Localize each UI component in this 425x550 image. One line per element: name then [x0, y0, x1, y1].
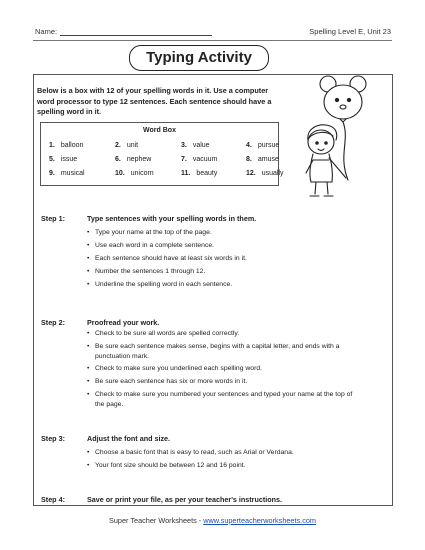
step-1-bullet: • Number the sentences 1 through 12.: [95, 267, 355, 277]
step-3-bullet: • Choose a basic font that is easy to read, such as Arial or Verdana.: [95, 448, 355, 458]
word-item: 6. nephew: [115, 156, 152, 163]
step-2-label: Step 2:: [41, 318, 65, 327]
footer-text: Super Teacher Worksheets -: [109, 516, 204, 525]
step-1-title: Type sentences with your spelling words in them.: [87, 214, 257, 223]
step-3-label: Step 3:: [41, 434, 65, 443]
word-item: 1. balloon: [49, 142, 84, 149]
step-1-bullet: • Type your name at the top of the page.: [95, 228, 355, 238]
word-item: 2. unit: [115, 142, 139, 149]
step-2-bullet: • Be sure each sentence has six or more words in it.: [95, 377, 355, 387]
step-2-title: Proofread your work.: [87, 318, 160, 327]
word-box: [40, 122, 284, 186]
word-item: 3. value: [181, 142, 210, 149]
header-divider: [33, 40, 392, 41]
word-item: 11. beauty: [181, 170, 218, 177]
step-2-bullet: • Be sure each sentence makes sense, begins with a capital letter, and ends with a punctuation mark.: [95, 342, 355, 361]
step-3-title: Adjust the font and size.: [87, 434, 171, 443]
name-blank-line: [60, 28, 212, 36]
step-1-bullet: • Use each word in a complete sentence.: [95, 241, 355, 251]
step-3-bullet: • Your font size should be between 12 and 16 point.: [95, 461, 355, 471]
word-item: 4. pursue: [246, 142, 280, 149]
step-2-bullet: • Check to make sure you underlined each spelling word.: [95, 364, 355, 374]
step-1-bullet: • Each sentence should have at least six words in it.: [95, 254, 355, 264]
girl-with-balloon-illustration: [300, 70, 388, 205]
step-4-title: Save or print your file, as per your teacher's instructions.: [87, 495, 283, 504]
step-2-bullet: • Check to make sure you numbered your sentences and typed your name at the top of the page.: [95, 390, 355, 409]
word-item: 5. issue: [49, 156, 78, 163]
step-4-label: Step 4:: [41, 495, 65, 504]
step-1-bullet: • Underline the spelling word in each sentence.: [95, 280, 355, 290]
word-item: 7. vacuum: [181, 156, 218, 163]
word-item: 10. unicorn: [115, 170, 154, 177]
step-1-label: Step 1:: [41, 214, 65, 223]
page-title: Typing Activity: [129, 45, 269, 71]
step-2-bullet: • Check to be sure all words are spelled correctly.: [95, 329, 355, 339]
footer: [0, 516, 425, 525]
footer-link[interactable]: www.superteacherworksheets.com: [203, 516, 316, 525]
word-item: 12. usually: [246, 170, 284, 177]
level-label: Spelling Level E, Unit 23: [309, 27, 391, 36]
intro-text: Below is a box with 12 of your spelling words in it. Use a computer word processor to type 12 sentences. Each sentence should have a spelling word in it.: [37, 86, 272, 117]
word-item: 9. musical: [49, 170, 85, 177]
name-label: Name:: [35, 27, 58, 36]
word-item: 8. amuse: [246, 156, 279, 163]
name-field: [35, 27, 212, 36]
word-box-title: Word Box: [143, 127, 176, 134]
